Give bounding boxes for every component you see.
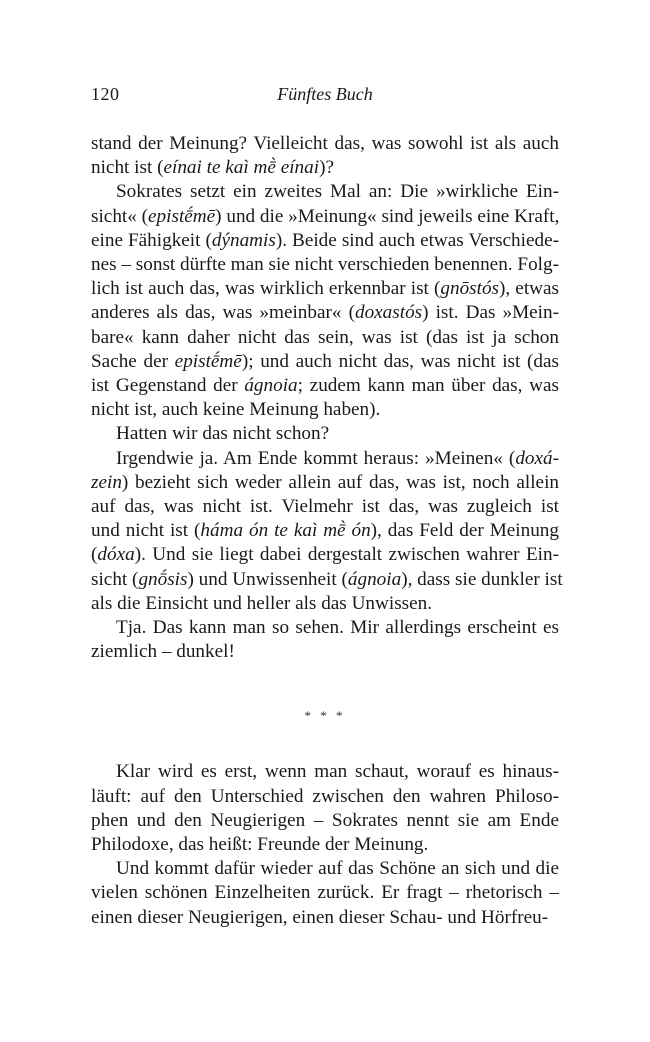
text-line <box>91 760 559 784</box>
text-run: ), dass sie dunkler ist <box>401 568 563 590</box>
text-line <box>91 640 559 664</box>
text-run: Klar wird es erst, wenn man schaut, worauf es hinaus- <box>116 761 559 783</box>
text-line <box>91 326 559 350</box>
paragraph <box>91 447 563 616</box>
text-run: vielen schönen Einzelheiten zurück. Er fragt – rhetorisch – <box>91 882 559 904</box>
text-run: bare« kann daher nicht das sein, was ist (das ist ja schon <box>91 326 559 348</box>
text-run: nicht ist, auch keine Meinung haben). <box>91 399 381 421</box>
text-run: Sache der <box>91 350 175 372</box>
text-line <box>91 253 559 277</box>
text-run: stand der Meinung? Vielleicht das, was sowohl ist als auch <box>91 133 559 154</box>
text-run: ), etwas <box>499 278 559 300</box>
page-number: 120 <box>91 84 120 104</box>
italic-term: ágnoia <box>347 568 402 590</box>
text-line <box>91 833 559 857</box>
text-line <box>91 350 559 374</box>
italic-term: doxastós <box>354 302 423 324</box>
text-line <box>91 277 559 301</box>
text-line <box>91 398 559 422</box>
text-run: Tja. Das kann man so sehen. Mir allerdings erscheint es <box>116 617 559 639</box>
italic-term: doxá- <box>515 447 559 469</box>
paragraph <box>91 857 559 930</box>
paragraph <box>91 760 559 857</box>
text-line <box>91 180 559 204</box>
text-run: nes – sonst dürfte man sie nicht verschieden benennen. Folg- <box>91 254 559 276</box>
text-run: Und kommt dafür wieder auf das Schöne an sich und die <box>116 858 559 880</box>
text-run: Philodoxe, das heißt: Freunde der Meinung. <box>91 834 429 856</box>
paragraph <box>91 132 559 180</box>
text-run: und nicht ist ( <box>91 520 201 542</box>
text-run: ) und Unwissenheit ( <box>187 568 348 590</box>
text-run: lich ist auch das, was wirklich erkennbar ist ( <box>91 278 441 300</box>
text-line <box>91 132 559 156</box>
italic-term: zein <box>91 471 122 493</box>
text-line <box>91 568 563 592</box>
text-run: Irgendwie ja. Am Ende kommt heraus: »Meinen« ( <box>116 447 516 469</box>
text-line <box>91 857 559 881</box>
book-page <box>91 84 563 930</box>
paragraph <box>91 616 559 664</box>
text-run: ( <box>91 544 98 566</box>
text-line <box>91 616 559 640</box>
running-title: Fünftes Buch <box>277 84 373 104</box>
text-line <box>91 543 559 567</box>
text-line <box>91 809 559 833</box>
italic-term: dýnamis <box>211 229 276 251</box>
text-run: ist Gegenstand der <box>91 375 245 397</box>
text-line <box>91 495 559 519</box>
text-run: sicht« ( <box>91 205 149 227</box>
italic-term: gnṓsis <box>138 568 188 590</box>
text-line <box>91 422 559 446</box>
text-run: läuft: auf den Unterschied zwischen den wahren Philoso- <box>91 785 559 807</box>
text-run: ziemlich – dunkel! <box>91 641 235 663</box>
text-run: ). Beide sind auch etwas Verschiede- <box>275 229 559 251</box>
running-head <box>91 84 559 114</box>
italic-term: háma ón te kaì mḕ ón <box>200 520 371 542</box>
paragraph <box>91 180 559 422</box>
text-line <box>91 205 559 229</box>
text-line <box>91 374 559 398</box>
italic-term: dóxa <box>97 544 135 566</box>
text-block-before-break <box>91 132 563 664</box>
text-line <box>91 906 559 930</box>
text-run: ); und auch nicht das, was nicht ist (das <box>241 350 559 372</box>
italic-term: epistḗmē <box>148 205 216 227</box>
text-run: eine Fähigkeit ( <box>91 229 212 251</box>
text-run: einen dieser Neugierigen, einen dieser Schau- und Hörfreu- <box>91 906 549 928</box>
italic-term: ágnoia <box>244 375 298 397</box>
text-run: phen und den Neugierigen – Sokrates nennt sie am Ende <box>91 809 559 831</box>
text-line <box>91 471 559 495</box>
italic-term: eínai te kaì mḕ eínai <box>163 157 320 179</box>
text-line <box>91 881 559 905</box>
text-run: nicht ist ( <box>91 157 164 179</box>
text-line <box>91 229 559 253</box>
text-run: als die Einsicht und heller als das Unwissen. <box>91 592 433 614</box>
text-block-after-break <box>91 760 559 929</box>
section-break: * * * <box>304 708 346 724</box>
text-run: anderes als das, was »meinbar« ( <box>91 302 355 324</box>
text-line <box>91 592 559 616</box>
text-run: Sokrates setzt ein zweites Mal an: Die »wirkliche Ein- <box>116 181 559 203</box>
text-run: sicht ( <box>91 568 139 590</box>
text-line <box>91 785 559 809</box>
body-text <box>91 132 563 930</box>
text-run: )? <box>319 157 334 179</box>
text-line <box>91 301 559 325</box>
text-run: ) und die »Meinung« sind jeweils eine Kraft, <box>215 205 560 227</box>
italic-term: gnōstós <box>440 278 500 300</box>
text-run: Hatten wir das nicht schon? <box>116 423 330 445</box>
text-line <box>91 447 559 471</box>
text-line <box>91 519 559 543</box>
text-run: ) bezieht sich weder allein auf das, was ist, noch allein <box>121 471 559 493</box>
italic-term: epistḗmē <box>174 350 242 372</box>
text-run: ), das Feld der Meinung <box>370 520 559 542</box>
text-run: ) ist. Das »Mein- <box>422 302 559 324</box>
text-run: ). Und sie liegt dabei dergestalt zwischen wahrer Ein- <box>134 544 559 566</box>
text-line <box>91 156 559 180</box>
text-run: auf das, was nicht ist. Vielmehr ist das, was zugleich ist <box>91 496 559 518</box>
paragraph <box>91 422 559 446</box>
text-run: ; zudem kann man über das, was <box>297 375 559 397</box>
